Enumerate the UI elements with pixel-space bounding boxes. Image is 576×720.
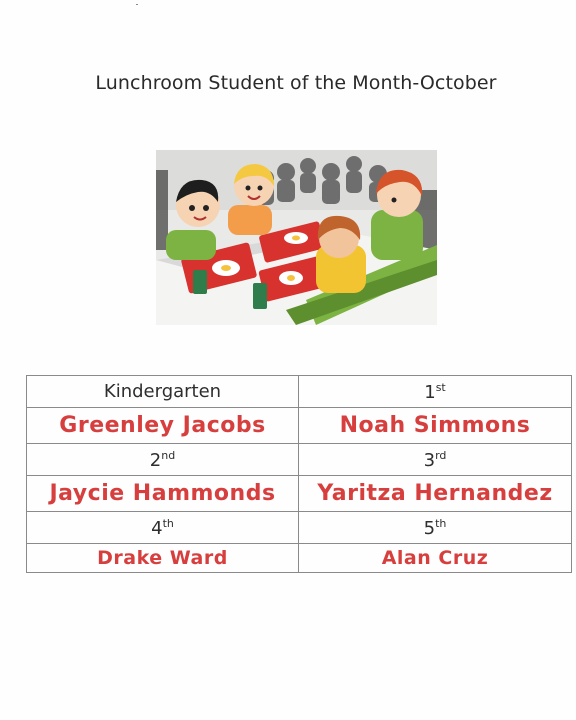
- table-row: [27, 444, 572, 476]
- page-title: Lunchroom Student of the Month-October: [95, 72, 497, 94]
- table-row: [27, 544, 572, 573]
- lunchroom-illustration: [156, 150, 437, 325]
- table-row: [27, 476, 572, 512]
- grade-label: 4: [151, 517, 163, 539]
- table-row: [27, 408, 572, 444]
- grade-1st: [299, 376, 572, 408]
- student-name: Noah Simmons: [299, 408, 572, 444]
- grade-label: Kindergarten: [103, 381, 222, 402]
- grade-label: 5: [423, 517, 436, 539]
- grade-label: 2: [149, 449, 162, 471]
- grade-suffix: st: [435, 380, 446, 394]
- student-name: Drake Ward: [27, 544, 299, 573]
- grade-suffix: nd: [161, 448, 176, 462]
- grade-label: 3: [423, 449, 436, 471]
- scan-speck: [136, 4, 138, 5]
- student-name: Yaritza Hernandez: [299, 476, 572, 512]
- student-name: Jaycie Hammonds: [27, 476, 299, 512]
- grade-kindergarten: [27, 376, 299, 408]
- grade-2nd: [27, 444, 299, 476]
- student-name: Greenley Jacobs: [27, 408, 299, 444]
- grade-label: 1: [424, 381, 436, 403]
- grade-suffix: th: [162, 516, 174, 530]
- grade-5th: [299, 512, 572, 544]
- children-eating-lunch-image: [156, 150, 437, 325]
- grade-3rd: [299, 444, 572, 476]
- student-name: Alan Cruz: [299, 544, 572, 573]
- table-row: [27, 376, 572, 408]
- students-table: [26, 375, 572, 573]
- grade-suffix: th: [435, 516, 447, 530]
- grade-suffix: rd: [435, 448, 447, 462]
- table-row: [27, 512, 572, 544]
- grade-4th: [27, 512, 299, 544]
